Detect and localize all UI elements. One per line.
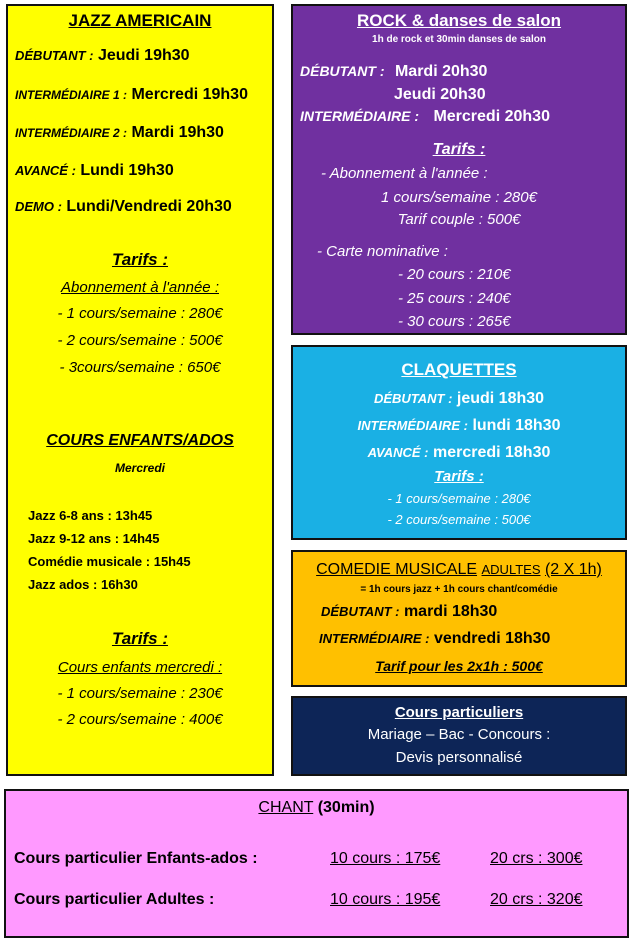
rock-carte-price: - 25 cours : 240€ <box>398 290 511 307</box>
jazz-price: - 3cours/semaine : 650€ <box>59 359 221 376</box>
enfants-day: Mercredi <box>114 461 166 475</box>
level-label: INTERMÉDIAIRE : <box>319 631 430 646</box>
level-value: Mercredi 20h30 <box>433 108 550 125</box>
claquettes-level <box>293 444 625 462</box>
claquettes-price: - 1 cours/semaine : 280€ <box>387 491 531 506</box>
level-label: INTERMÉDIAIRE 1 : <box>15 88 128 102</box>
rock-intermediaire <box>300 108 550 126</box>
claquettes-level <box>293 390 625 408</box>
level-value: Jeudi 19h30 <box>97 47 190 64</box>
jazz-price: - 1 cours/semaine : 280€ <box>57 305 223 322</box>
chant-title <box>6 799 627 817</box>
level-label: DÉBUTANT : <box>15 48 94 63</box>
level-value: Lundi 19h30 <box>80 162 174 179</box>
enfants-course: Jazz 6-8 ans : 13h45 <box>28 508 153 523</box>
enfants-price: - 2 cours/semaine : 400€ <box>57 711 223 728</box>
level-value: lundi 18h30 <box>472 417 561 434</box>
jazz-abonnement: Abonnement à l'année : <box>61 279 219 296</box>
level-label: DÉBUTANT : <box>321 604 400 619</box>
enfants-course: Comédie musicale : 15h45 <box>28 554 191 569</box>
particuliers-title: Cours particuliers <box>394 704 524 721</box>
jazz-level-avance <box>15 162 174 180</box>
rock-subtitle: 1h de rock et 30min danses de salon <box>372 34 546 45</box>
jazz-level-demo <box>15 198 232 216</box>
chant-row-label: Cours particulier Enfants-ados : <box>14 850 258 867</box>
rock-carte-price: - 30 cours : 265€ <box>398 313 511 330</box>
enfants-price: - 1 cours/semaine : 230€ <box>57 685 223 702</box>
claquettes-panel <box>291 345 627 540</box>
level-value: jeudi 18h30 <box>456 390 545 407</box>
rock-title <box>293 11 625 31</box>
rock-panel <box>291 4 627 335</box>
level-value: mardi 18h30 <box>403 603 498 620</box>
claquettes-tarifs-title: Tarifs : <box>434 468 484 485</box>
enfants-course: Jazz 9-12 ans : 14h45 <box>28 531 160 546</box>
level-label: DÉBUTANT : <box>373 391 453 406</box>
jazz-title-text: JAZZ AMERICAIN <box>68 11 212 30</box>
rock-abon-price: Tarif couple : 500€ <box>397 211 521 228</box>
level-label: AVANCÉ : <box>15 163 76 178</box>
jazz-price: - 2 cours/semaine : 500€ <box>57 332 223 349</box>
comedie-title <box>293 561 625 579</box>
level-value: Mardi 19h30 <box>131 124 224 141</box>
level-label: AVANCÉ : <box>367 445 429 460</box>
jazz-tarifs-title: Tarifs : <box>111 250 169 269</box>
rock-carte-price: - 20 cours : 210€ <box>398 266 511 283</box>
chant-row-price: 20 crs : 320€ <box>490 891 583 908</box>
chant-row-price: 20 crs : 300€ <box>490 850 583 867</box>
comedie-subtitle: = 1h cours jazz + 1h cours chant/comédie <box>360 584 558 595</box>
chant-panel <box>4 789 629 938</box>
comedie-tarif: Tarif pour les 2x1h : 500€ <box>375 658 543 674</box>
chant-title-text: CHANT <box>258 799 314 816</box>
comedie-title-tail: (2 X 1h) <box>544 561 602 578</box>
jazz-title <box>8 11 272 31</box>
claquettes-title-text: CLAQUETTES <box>401 360 517 379</box>
claquettes-level <box>293 417 625 435</box>
claquettes-title <box>293 360 625 380</box>
rock-title-text: ROCK & danses de salon <box>356 11 562 30</box>
level-value: mercredi 18h30 <box>432 444 551 461</box>
jazz-level-inter2 <box>15 124 224 142</box>
level-label: DÉBUTANT : <box>300 63 385 79</box>
rock-debutant <box>300 63 487 81</box>
level-value: vendredi 18h30 <box>433 630 551 647</box>
chant-row-price: 10 cours : 195€ <box>330 891 441 908</box>
rock-abonnement: - Abonnement à l'année : <box>321 165 488 182</box>
chant-row-price: 10 cours : 175€ <box>330 850 441 867</box>
level-value: Mercredi 19h30 <box>131 86 248 103</box>
rock-tarifs-title: Tarifs : <box>432 141 486 158</box>
particuliers-line1: Mariage – Bac - Concours : <box>367 726 551 743</box>
enfants-tarifs-title: Tarifs : <box>111 629 169 648</box>
level-label: DEMO : <box>15 199 62 214</box>
particuliers-panel <box>291 696 627 776</box>
level-value: Mardi 20h30 <box>394 63 488 80</box>
comedie-title-small: ADULTES <box>481 562 541 577</box>
enfants-course: Jazz ados : 16h30 <box>28 577 138 592</box>
jazz-level-inter1 <box>15 86 248 104</box>
rock-abon-price: 1 cours/semaine : 280€ <box>381 189 537 206</box>
level-value: Lundi/Vendredi 20h30 <box>66 198 232 215</box>
enfants-title: COURS ENFANTS/ADOS <box>46 432 234 449</box>
jazz-panel <box>6 4 274 776</box>
level-label: INTERMÉDIAIRE : <box>300 108 419 124</box>
comedie-debutant <box>321 603 497 621</box>
comedie-panel <box>291 550 627 687</box>
rock-debutant-2: Jeudi 20h30 <box>394 86 486 103</box>
particuliers-line2: Devis personnalisé <box>395 749 523 766</box>
comedie-title-main: COMEDIE MUSICALE <box>316 561 478 578</box>
level-label: INTERMÉDIAIRE 2 : <box>15 126 128 140</box>
jazz-level-debutant <box>15 47 190 65</box>
rock-carte: - Carte nominative : <box>317 243 448 260</box>
level-label: INTERMÉDIAIRE : <box>357 418 468 433</box>
comedie-intermediaire <box>319 630 550 648</box>
chant-row-label: Cours particulier Adultes : <box>14 891 215 908</box>
chant-duration: (30min) <box>317 799 375 816</box>
enfants-sub: Cours enfants mercredi : <box>57 659 223 676</box>
claquettes-price: - 2 cours/semaine : 500€ <box>387 512 531 527</box>
